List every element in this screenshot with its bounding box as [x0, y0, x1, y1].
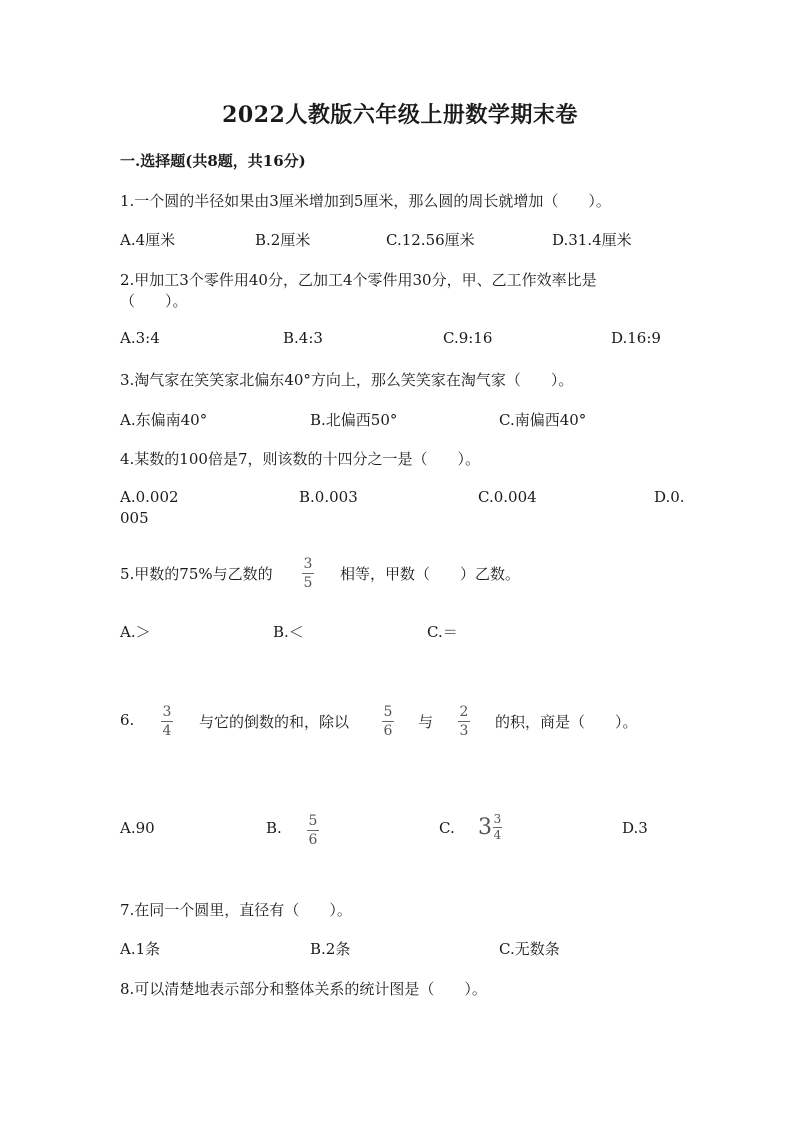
fraction-numerator: 5 — [383, 704, 393, 720]
q6-option-b: B. — [266, 819, 282, 837]
fraction-bar — [307, 830, 319, 831]
question-6-text-1: 与它的倒数的和，除以 — [199, 713, 350, 731]
fraction-bar — [302, 573, 314, 574]
q1-option-a: A.4厘米 — [120, 231, 176, 249]
fraction-denominator: 6 — [383, 723, 393, 739]
question-3-stem: 3.淘气家在笑笑家北偏东40°方向上，那么笑笑家在淘气家（ ）。 — [120, 371, 574, 389]
fraction-numerator: 5 — [308, 813, 318, 829]
q1-option-d: D.31.4厘米 — [552, 231, 632, 249]
q1-option-b: B.2厘米 — [255, 231, 311, 249]
mixed-fraction — [493, 813, 502, 842]
question-6-text-3: 的积，商是（ ）。 — [495, 713, 638, 731]
q5-option-c: C.＝ — [427, 623, 458, 641]
fraction-denominator: 6 — [308, 832, 318, 848]
question-5-stem-part2: 相等，甲数（ ）乙数。 — [340, 565, 521, 583]
question-2-stem-cont: （ ）。 — [120, 292, 188, 310]
question-4-stem: 4.某数的100倍是7，则该数的十四分之一是（ ）。 — [120, 450, 480, 468]
q2-option-d: D.16:9 — [611, 329, 661, 347]
q1-option-c: C.12.56厘米 — [386, 231, 475, 249]
q6-option-c: C. — [439, 819, 455, 837]
question-6-text-2: 与 — [418, 713, 434, 731]
q3-option-c: C.南偏西40° — [499, 411, 587, 429]
question-2-stem: 2.甲加工3个零件用40分，乙加工4个零件用30分，甲、乙工作效率比是 — [120, 271, 597, 289]
fraction-numerator: 3 — [162, 704, 172, 720]
fraction-3-4 — [161, 704, 173, 739]
q2-option-a: A.3:4 — [120, 329, 160, 347]
mixed-whole: 3 — [478, 815, 492, 840]
page-title: 2022人教版六年级上册数学期末卷 — [222, 102, 578, 128]
q4-option-b: B.0.003 — [299, 488, 358, 506]
q4-option-d: D.0. — [654, 488, 685, 506]
fraction-3-5 — [302, 556, 314, 591]
q6-option-c-mixed-number — [478, 813, 502, 842]
fraction-numerator: 3 — [303, 556, 313, 572]
fraction-denominator: 4 — [162, 723, 172, 739]
q4-option-c: C.0.004 — [478, 488, 537, 506]
q7-option-a: A.1条 — [120, 940, 161, 958]
q5-option-b: B.＜ — [273, 623, 304, 641]
q7-option-c: C.无数条 — [499, 940, 560, 958]
question-5-stem-part1: 5.甲数的75%与乙数的 — [120, 565, 273, 583]
fraction-2-3 — [458, 704, 470, 739]
q5-option-a: A.＞ — [120, 623, 151, 641]
fraction-bar — [458, 721, 470, 722]
q7-option-b: B.2条 — [310, 940, 351, 958]
q6-option-b-fraction — [307, 813, 319, 848]
q6-option-a: A.90 — [120, 819, 155, 837]
question-7-stem: 7.在同一个圆里，直径有（ ）。 — [120, 901, 352, 919]
q4-option-d-cont: 005 — [120, 509, 149, 527]
fraction-numerator: 3 — [493, 812, 502, 826]
q6-option-d: D.3 — [622, 819, 648, 837]
question-6-number: 6. — [120, 711, 135, 729]
section-heading: 一.选择题(共8题，共16分) — [120, 152, 306, 170]
fraction-5-6 — [382, 704, 394, 739]
q2-option-b: B.4:3 — [283, 329, 323, 347]
fraction-bar — [161, 721, 173, 722]
fraction-bar — [382, 721, 394, 722]
question-8-stem: 8.可以清楚地表示部分和整体关系的统计图是（ ）。 — [120, 980, 487, 998]
fraction-denominator: 4 — [493, 828, 502, 842]
q3-option-a: A.东偏南40° — [120, 411, 208, 429]
fraction-denominator: 5 — [303, 575, 313, 591]
fraction-numerator: 2 — [459, 704, 469, 720]
q2-option-c: C.9:16 — [443, 329, 493, 347]
q3-option-b: B.北偏西50° — [310, 411, 398, 429]
q4-option-a: A.0.002 — [120, 488, 179, 506]
question-1-stem: 1.一个圆的半径如果由3厘米增加到5厘米，那么圆的周长就增加（ ）。 — [120, 192, 611, 210]
fraction-denominator: 3 — [459, 723, 469, 739]
